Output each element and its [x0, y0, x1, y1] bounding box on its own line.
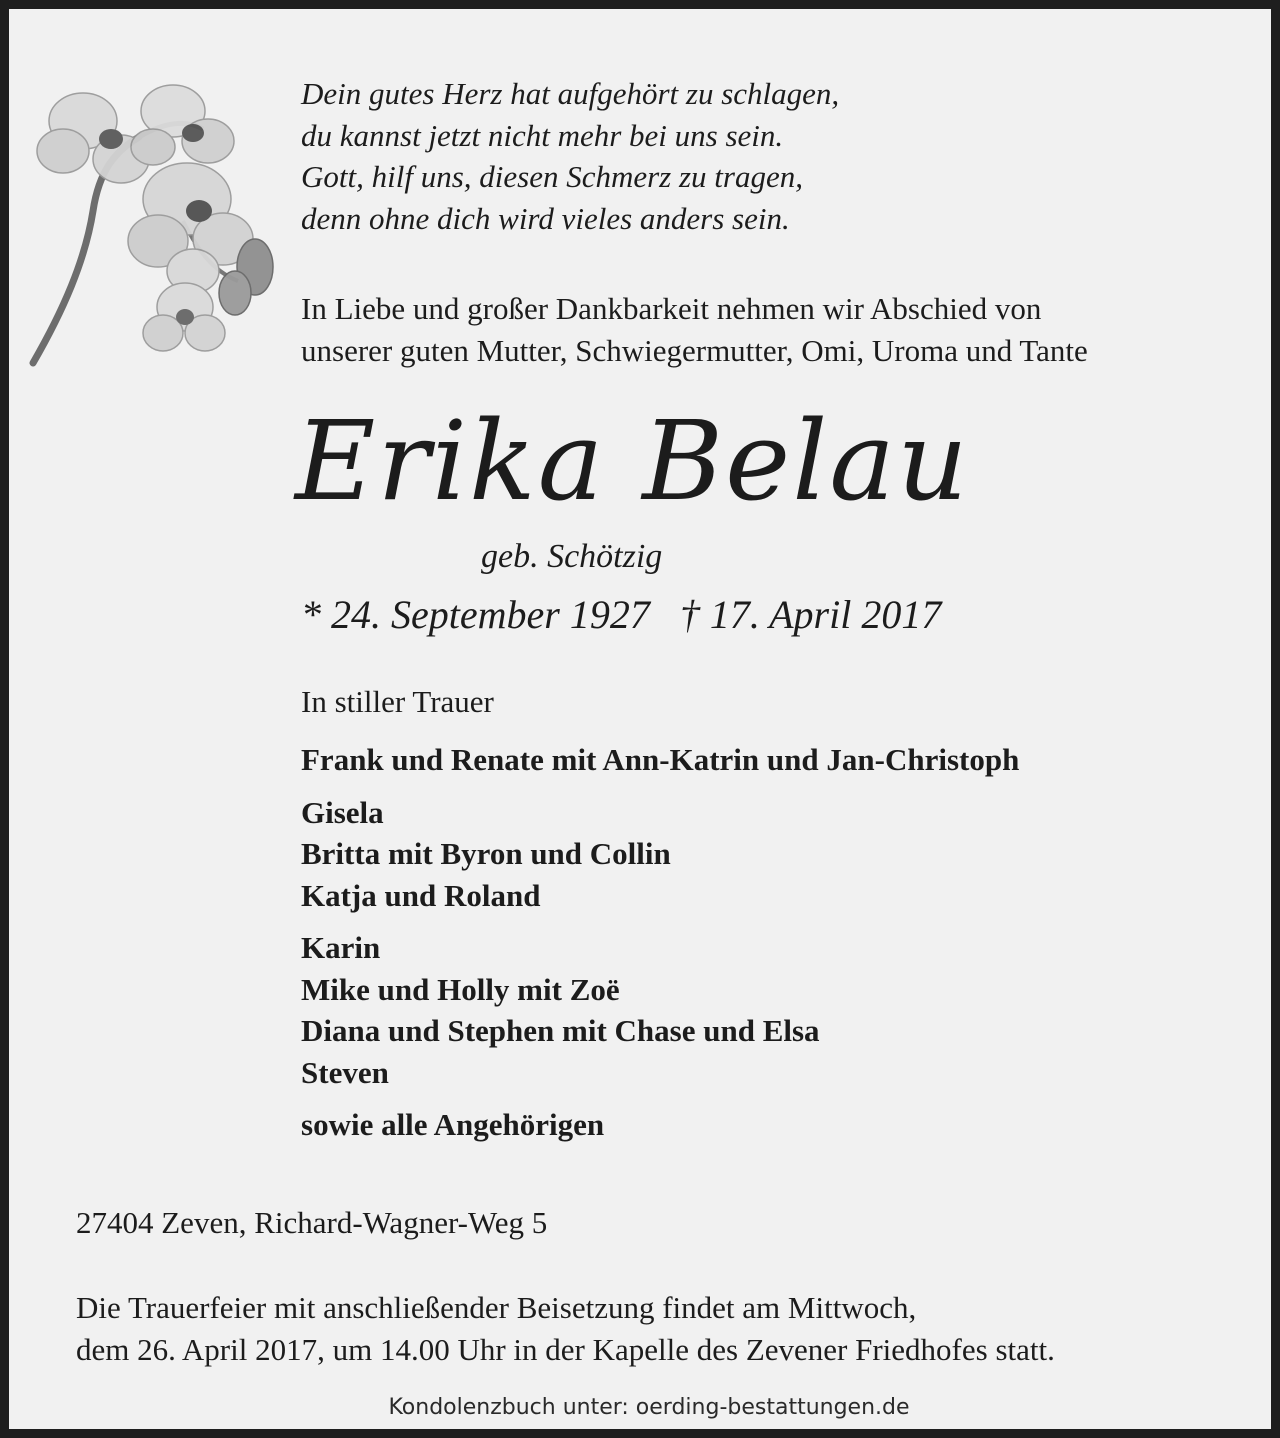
- mourners-list: [301, 739, 1019, 1157]
- intro-line: unserer guten Mutter, Schwiegermutter, Omi, Uroma und Tante: [301, 332, 1088, 368]
- farewell-intro: [301, 288, 1088, 371]
- condolence-book-link[interactable]: Kondolenzbuch unter: oerding-bestattungen.de: [388, 1395, 910, 1420]
- mourner-line: Mike und Holly mit Zoë: [301, 971, 620, 1007]
- mourner-line: Karin: [301, 930, 381, 965]
- mourner-line: Gisela: [301, 794, 384, 830]
- orchid-flower-image: [23, 71, 283, 371]
- mourner-line: Frank und Renate mit Ann-Katrin und Jan-Christoph: [301, 742, 1020, 777]
- mourner-group: [301, 739, 1019, 781]
- death-date: † 17. April 2017: [679, 592, 942, 637]
- verse-line: Dein gutes Herz hat aufgehört zu schlagen,: [301, 76, 840, 111]
- deceased-name: Erika Belau: [295, 397, 970, 525]
- verse-line: denn ohne dich wird vieles anders sein.: [301, 200, 790, 236]
- mourner-line: Katja und Roland: [301, 877, 541, 913]
- mourner-group: [301, 927, 1019, 1093]
- funeral-service-info: [76, 1287, 1055, 1370]
- birth-date: * 24. September 1927: [301, 592, 650, 637]
- life-dates: [301, 591, 941, 639]
- verse-line: du kannst jetzt nicht mehr bei uns sein.: [301, 117, 784, 153]
- intro-line: In Liebe und großer Dankbarkeit nehmen wir Abschied von: [301, 291, 1042, 326]
- service-line: Die Trauerfeier mit anschließender Beisetzung findet am Mittwoch,: [76, 1290, 917, 1325]
- maiden-name: geb. Schötzig: [481, 538, 663, 575]
- mourner-group: [301, 792, 1019, 917]
- address: 27404 Zeven, Richard-Wagner-Weg 5: [76, 1205, 548, 1240]
- verse: [301, 73, 839, 239]
- mourner-group: [301, 1104, 1019, 1146]
- verse-line: Gott, hilf uns, diesen Schmerz zu tragen,: [301, 159, 803, 194]
- mourner-line: Steven: [301, 1054, 389, 1090]
- mourner-line: sowie alle Angehörigen: [301, 1107, 605, 1142]
- mourner-line: Diana und Stephen mit Chase und Elsa: [301, 1013, 820, 1048]
- service-line: dem 26. April 2017, um 14.00 Uhr in der Kapelle des Zevener Friedhofes statt.: [76, 1331, 1055, 1367]
- mourning-heading: In stiller Trauer: [301, 684, 494, 719]
- mourner-line: Britta mit Byron und Collin: [301, 836, 671, 871]
